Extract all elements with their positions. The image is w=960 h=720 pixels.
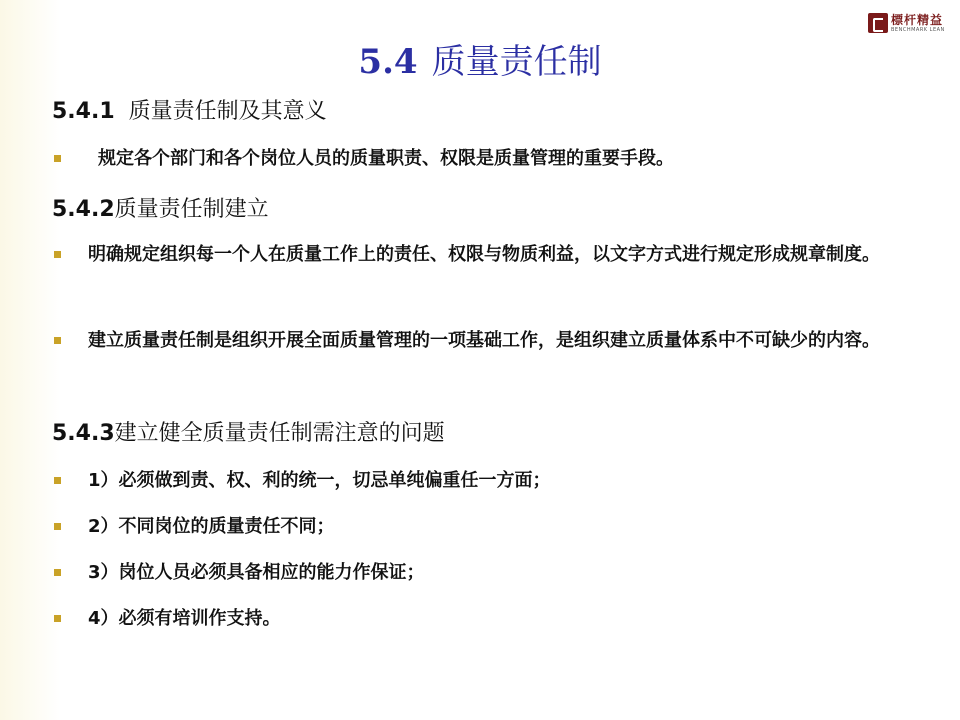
section-heading-5-4-3 <box>52 416 445 447</box>
company-logo <box>868 10 954 36</box>
title-text: 质量责任制 <box>431 42 602 82</box>
background-band <box>0 0 60 720</box>
list-item <box>52 136 912 182</box>
section-heading-5-4-1 <box>52 94 327 125</box>
section-number: 5.4.1 <box>52 99 115 124</box>
bullet-text: 4）必须有培训作支持。 <box>88 608 281 629</box>
bullet-text: 规定各个部门和各个岗位人员的质量职责、权限是质量管理的重要手段。 <box>98 148 674 169</box>
square-bullet-icon <box>54 615 61 622</box>
section-number: 5.4.2 <box>52 197 115 222</box>
bullet-text: 3）岗位人员必须具备相应的能力作保证； <box>88 562 425 583</box>
logo-name-en: BENCHMARK LEAN <box>891 26 945 33</box>
square-bullet-icon <box>54 155 61 162</box>
square-bullet-icon <box>54 569 61 576</box>
bullet-text: 建立质量责任制是组织开展全面质量管理的一项基础工作，是组织建立质量体系中不可缺少的内容。 <box>88 330 880 351</box>
list-item <box>52 596 912 642</box>
logo-text <box>891 14 945 33</box>
section-heading-text: 质量责任制建立 <box>114 197 269 222</box>
list-item <box>52 504 912 550</box>
list-item <box>52 232 912 324</box>
square-bullet-icon <box>54 251 61 258</box>
logo-name-cn: 標杆精益 <box>891 12 944 27</box>
section-heading-text: 建立健全质量责任制需注意的问题 <box>114 421 445 446</box>
square-bullet-icon <box>54 337 61 344</box>
square-bullet-icon <box>54 523 61 530</box>
logo-mark-icon <box>868 13 888 33</box>
bullet-text: 1）必须做到责、权、利的统一，切忌单纯偏重任一方面； <box>88 470 551 491</box>
list-item <box>52 318 912 410</box>
section-number: 5.4.3 <box>52 421 115 446</box>
title-number: 5.4 <box>358 42 418 82</box>
section-heading-text: 质量责任制及其意义 <box>128 99 327 124</box>
section-heading-5-4-2 <box>52 192 269 223</box>
page-title <box>0 34 960 83</box>
bullet-text: 明确规定组织每一个人在质量工作上的责任、权限与物质利益，以文字方式进行规定形成规章制度。 <box>88 244 880 265</box>
bullet-text: 2）不同岗位的质量责任不同； <box>88 516 335 537</box>
list-item <box>52 550 912 596</box>
list-item <box>52 458 912 504</box>
square-bullet-icon <box>54 477 61 484</box>
